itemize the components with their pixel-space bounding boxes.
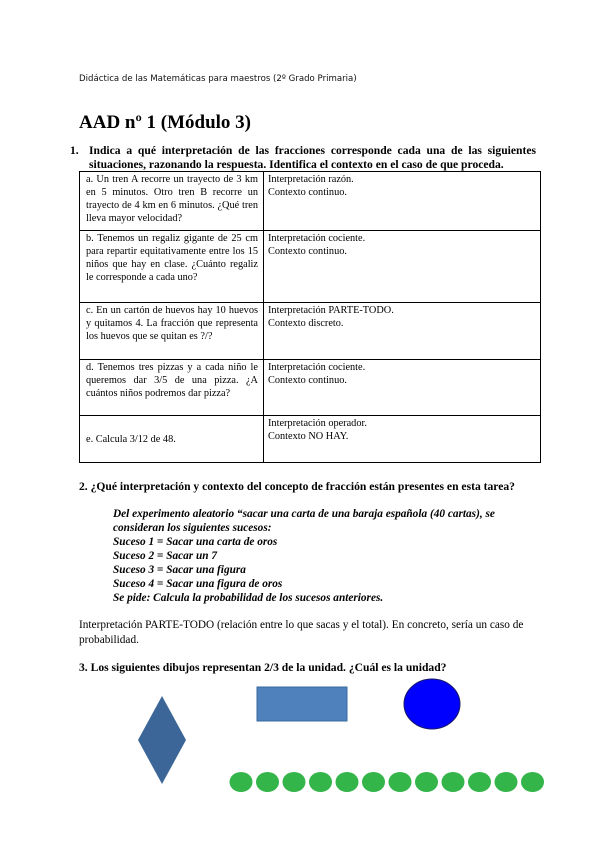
situation-cell: b. Tenemos un regaliz gigante de 25 cm para repartir equitativamente entre los 15 niños que hay en clase. ¿Cuánto regaliz le corresponde a cada uno? [80, 231, 264, 303]
experiment-line: Suceso 3 = Sacar una figura [113, 564, 246, 576]
interpretation-text: Interpretación cociente. [268, 362, 366, 373]
interpretation-text: Interpretación razón. [268, 174, 354, 185]
experiment-line: Se pide: Calcula la probabilidad de los sucesos anteriores. [113, 592, 384, 604]
green-dot [362, 772, 385, 792]
green-dot [283, 772, 306, 792]
context-text: Contexto continuo. [268, 187, 347, 198]
interpretation-text: Interpretación PARTE-TODO. [268, 305, 394, 316]
document-header: Didáctica de las Matemáticas para maestros (2º Grado Primaria) [79, 74, 357, 84]
situation-cell: a. Un tren A recorre un trayecto de 3 km en 5 minutos. Otro tren B recorre un trayecto de 4 km en 6 minutos. ¿Qué tren lleva mayor velocidad? [80, 172, 264, 231]
dots-row [230, 772, 545, 792]
diamond-shape [138, 696, 186, 784]
situation-cell: e. Calcula 3/12 de 48. [80, 416, 264, 463]
context-text: Contexto NO HAY. [268, 431, 349, 442]
green-dot [389, 772, 412, 792]
question-3: 3. Los siguientes dibujos representan 2/3 de la unidad. ¿Cuál es la unidad? [79, 661, 447, 674]
experiment-line: Suceso 1 = Sacar una carta de oros [113, 536, 278, 548]
green-dot [415, 772, 438, 792]
experiment-line: Del experimento aleatorio “sacar una carta de una baraja española (40 cartas), se [113, 508, 495, 520]
question-1-text: Indica a qué interpretación de las fracciones corresponde cada una de las siguientes situaciones, razonando la respuesta. Identifica el contexto en el caso de que proceda. [89, 144, 536, 171]
question-2: 2. ¿Qué interpretación y contexto del concepto de fracción están presentes en esta tarea? [79, 480, 515, 493]
context-text: Contexto continuo. [268, 246, 347, 257]
interpretation-text: Interpretación operador. [268, 418, 367, 429]
situation-cell: d. Tenemos tres pizzas y a cada niño le queremos dar 3/5 de una pizza. ¿A cuántos niños podremos dar pizza? [80, 360, 264, 416]
green-dot [468, 772, 491, 792]
green-dot [256, 772, 279, 792]
interpretation-text: Interpretación cociente. [268, 233, 366, 244]
green-dot [309, 772, 332, 792]
green-dot [442, 772, 465, 792]
question-1-number: 1. [70, 144, 79, 157]
experiment-line: Suceso 4 = Sacar una figura de oros [113, 578, 283, 590]
context-text: Contexto continuo. [268, 375, 347, 386]
situation-cell: c. En un cartón de huevos hay 10 huevos y quitamos 4. La fracción que representa los huevos que se quitan es ?/? [80, 303, 264, 360]
green-dot [495, 772, 518, 792]
rectangle-shape [257, 687, 347, 721]
page-title: AAD nº 1 (Módulo 3) [79, 112, 252, 133]
context-text: Contexto discreto. [268, 318, 344, 329]
circle-shape [404, 679, 460, 729]
question-2-answer: Interpretación PARTE-TODO (relación entre lo que sacas y el total). En concreto, sería un caso de probabilidad. [79, 619, 524, 646]
green-dot [336, 772, 359, 792]
experiment-line: Suceso 2 = Sacar un 7 [113, 550, 218, 562]
green-dot [230, 772, 253, 792]
green-dot [521, 772, 544, 792]
experiment-line: consideran los siguientes sucesos: [113, 522, 272, 534]
